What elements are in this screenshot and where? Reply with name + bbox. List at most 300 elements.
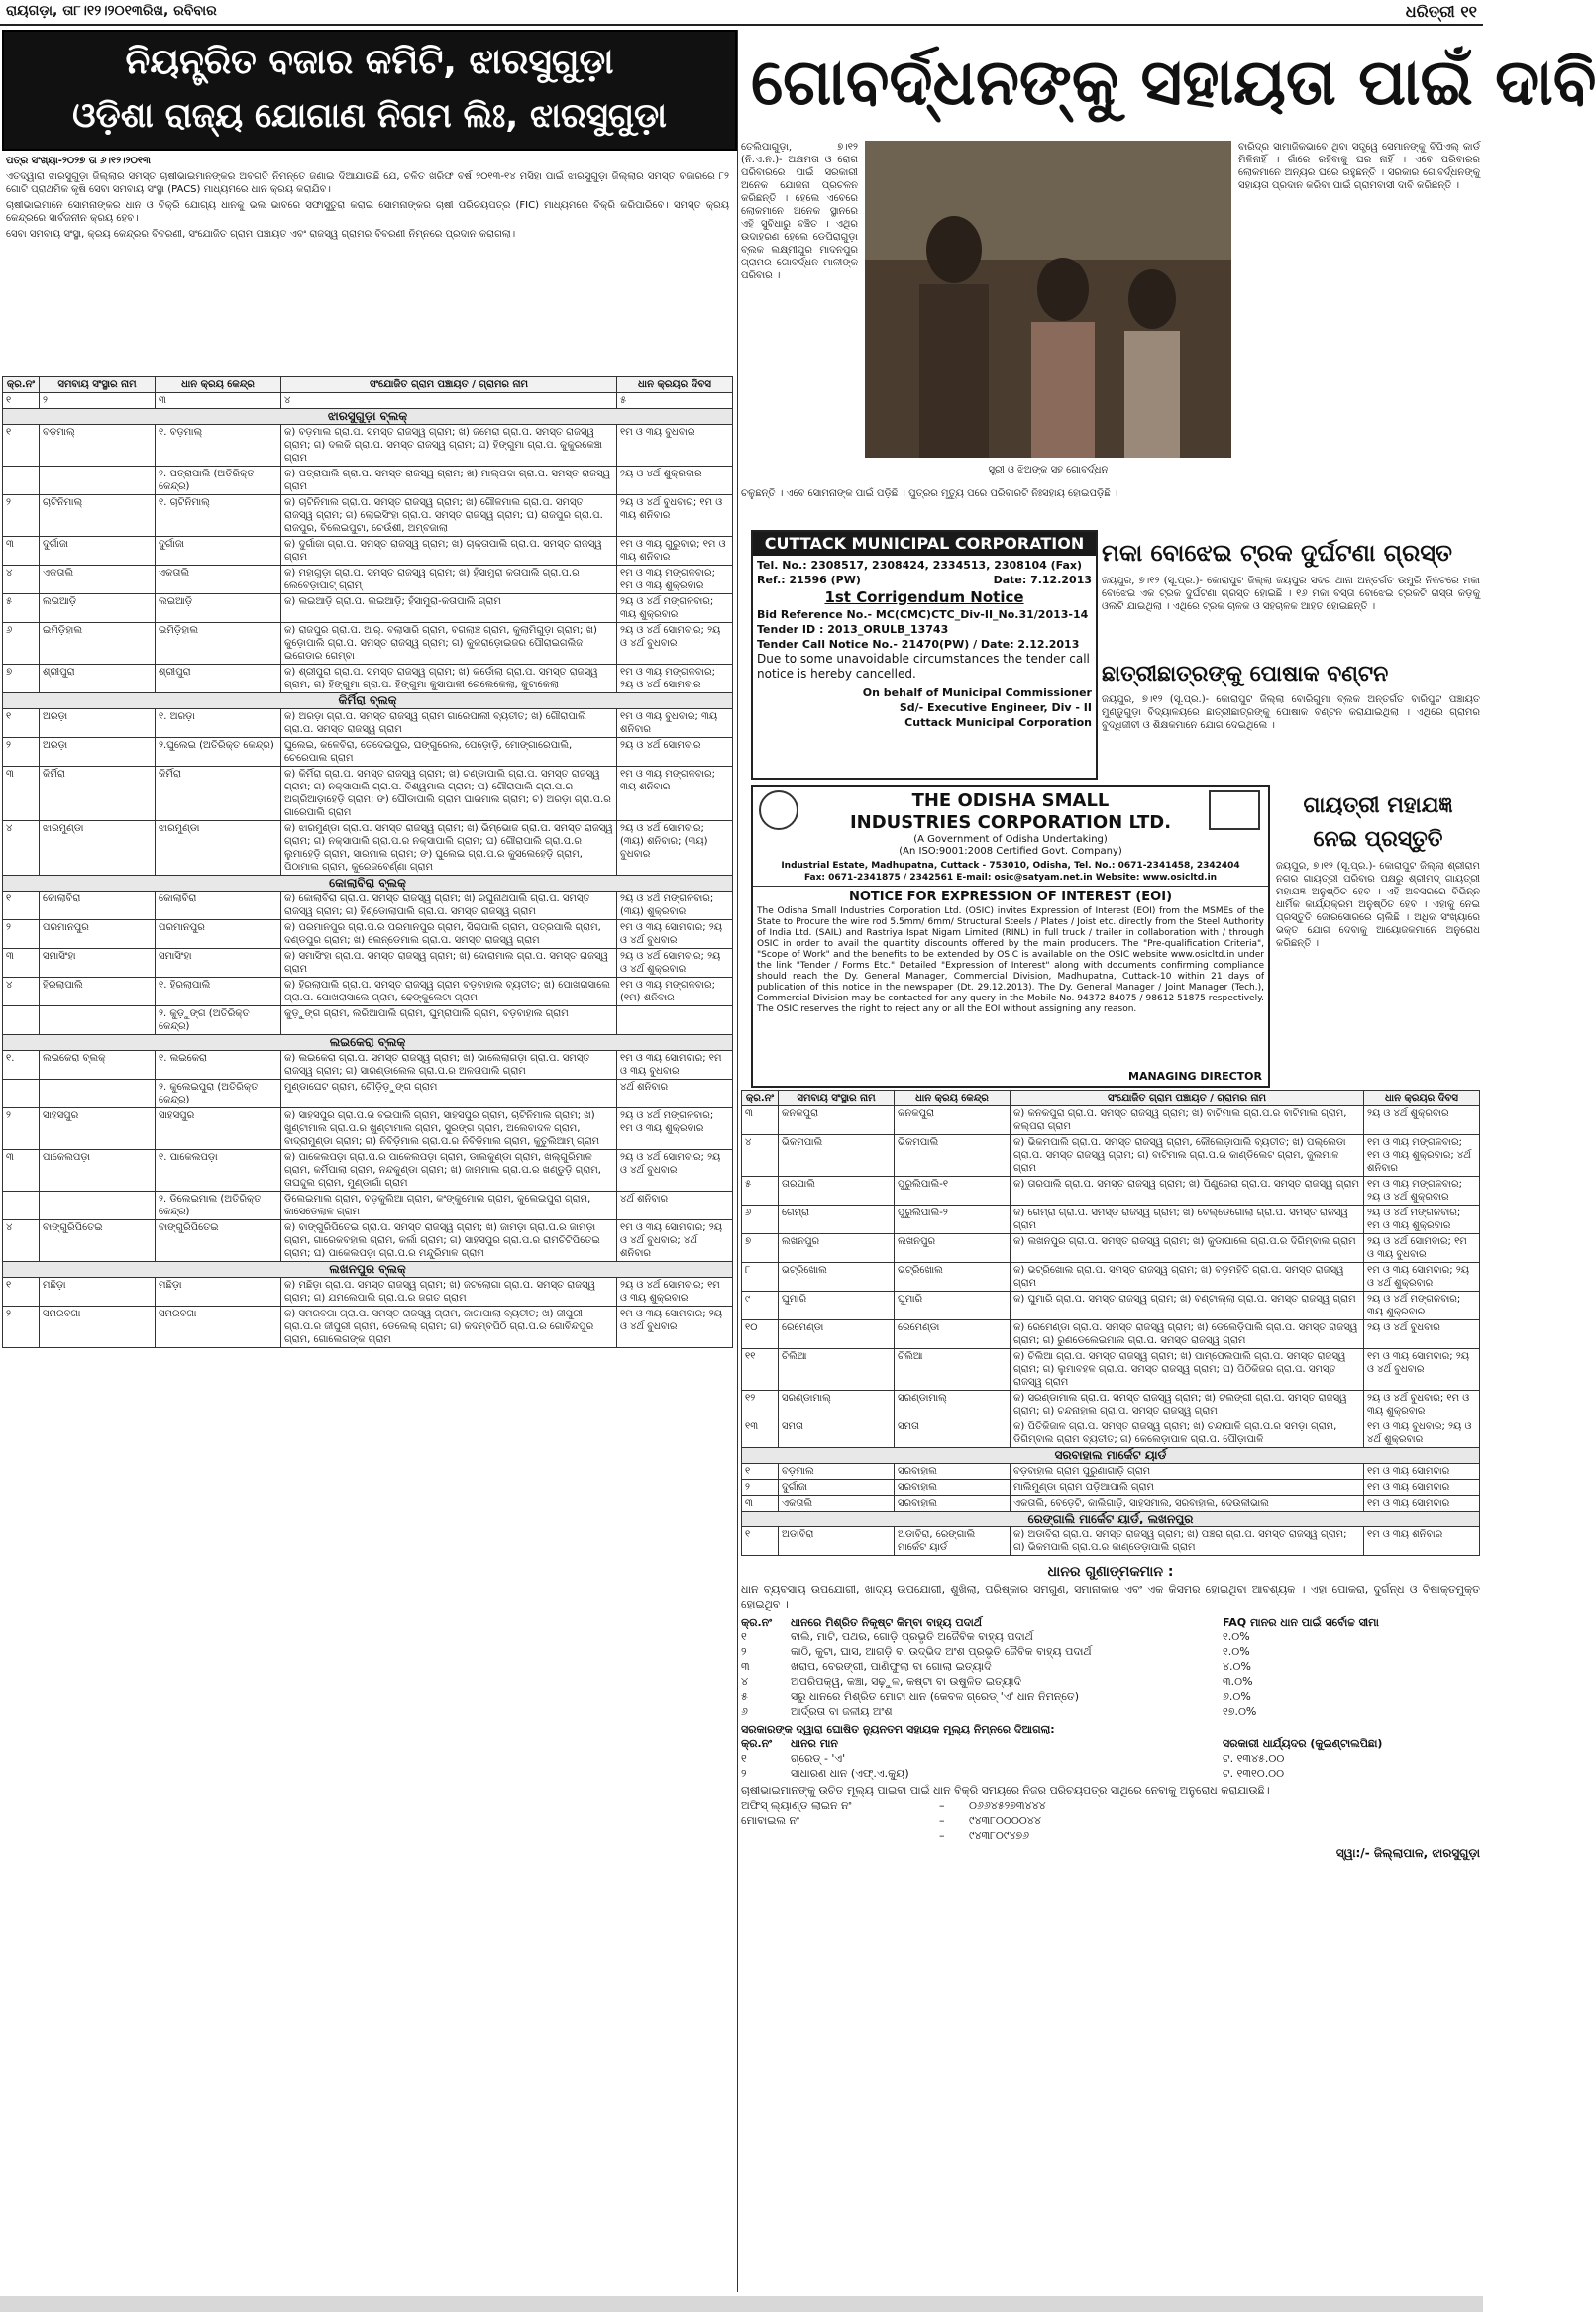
- cell-society: ସମତା: [779, 1419, 895, 1448]
- cell-days: ୧ମ ଓ ୩ୟ ବୁଧବାର: [617, 425, 733, 467]
- cell-serial: ୬: [742, 1206, 779, 1234]
- cell-center: ସମରବଗା: [156, 1307, 281, 1348]
- cell-society: ଦୁର୍ଗାଜା: [40, 537, 156, 566]
- cmc-heading: 1st Corrigendum Notice: [824, 588, 1024, 606]
- cell-days: ୨ୟ ଓ ୪ର୍ଥ ମଙ୍ଗଳବାର; ୩ୟ ଶୁକ୍ରବାର: [617, 594, 733, 623]
- table-row: [3, 1108, 733, 1150]
- quality-item: [741, 1659, 1480, 1674]
- price-col-header: [741, 1736, 1480, 1751]
- phone-row-2: ମୋବାଇଲ ନଂ – ୯୪୩୮୦୦୦୦୪୪: [741, 1814, 1041, 1827]
- cmc-title: CUTTACK MUNICIPAL CORPORATION: [753, 532, 1096, 556]
- price-item-rate: ଟ. ୧୩୪୫.୦୦: [1223, 1752, 1285, 1765]
- quality-item-limit: ୧୭.୦%: [1223, 1705, 1257, 1718]
- quality-col-no: କ୍ର.ନଂ: [741, 1616, 773, 1629]
- cell-villages: କ) ସରଣ୍ଡାମାଲ ଗ୍ରା.ପ. ସମସ୍ତ ରାଜସ୍ୱ ଗ୍ରାମ; ଖ) ଟଲଙ୍ଗୀ ଗ୍ରା.ପ. ସମସ୍ତ ରାଜସ୍ୱ ଗ୍ରାମ; ଗ) ଚନ୍ଦନାହାଲ ଗ୍ରା.ପ. ସମସ୍ତ ରାଜସ୍ୱ ଗ୍ରାମ: [1011, 1391, 1364, 1419]
- cell-villages: ବଡ଼ବାହାଲ ଗ୍ରାମ ପୁରୁଣାଗାଡ଼ି ଗ୍ରାମ: [1011, 1464, 1364, 1480]
- cell-society: ଲଖନପୁର: [779, 1234, 895, 1263]
- news-body-2: ଜୟପୁର, ୭।୧୨ (ସୂ.ପ୍ର.)- କୋରାପୁଟ ଜିଲ୍ଲା ଜୟପୁର ସଦର ଥାନା ଅନ୍ତର୍ଗତ ଉମୁରି ନିକଟରେ ମକା ବୋଝେଇ ଏକ ଟ୍ରକ ଦୁର୍ଘଟଣା ଗ୍ରସ୍ତ ହୋଇଛି । ୧୬ ମକା ବସ୍ତା ବୋଝେଇ ଟ୍ରକଟି ରାସ୍ତା କଡ଼କୁ ଓଲଟି ଯାଇଥିଲା । ଏଥିରେ ଟ୍ରକ ଚାଳକ ଓ ସହଚାଳକ ଆହତ ହୋଇଛନ୍ତି ।: [1102, 576, 1480, 612]
- cell-center: ୧. ଅରଡ଼ା: [156, 709, 281, 738]
- cell-center: ରେମେଣ୍ଡା: [895, 1320, 1011, 1349]
- cell-society: ଲଇଆଡ଼ି: [40, 594, 156, 623]
- cell-center: ସାହସପୁର: [156, 1108, 281, 1150]
- block-section-row: [742, 1512, 1480, 1527]
- block-name: କୋଲାବିରା ବ୍ଲକ୍: [3, 876, 733, 892]
- cell-villages: କ) ବଡ଼ମାଲ ଗ୍ରା.ପ. ସମସ୍ତ ରାଜସ୍ୱ ଗ୍ରାମ; ଖ) ଜମେରା ଗ୍ରା.ପ. ସମସ୍ତ ରାଜସ୍ୱ ଗ୍ରାମ; ଗ) ଦଲକି ଗ୍ରା.ପ. ସମସ୍ତ ରାଜସ୍ୱ ଗ୍ରାମ; ଘ) ହିଙ୍ଗୁମା ଗ୍ରା.ପ. କୁକୁରକେଞ୍ଚା ଗ୍ରାମ: [281, 425, 617, 467]
- block-section-row: [3, 876, 733, 892]
- cell-serial: ୫: [742, 1177, 779, 1206]
- cell-days: ୨ୟ ଓ ୪ର୍ଥ ସୋମବାର; ୨ୟ ଓ ୪ର୍ଥ ବୁଧବାର: [617, 1150, 733, 1192]
- cell-society: ରେମେଣ୍ଡା: [779, 1320, 895, 1349]
- cell-serial: ୪: [3, 821, 40, 876]
- quality-item: [741, 1644, 1480, 1659]
- cell-villages: କୁଡ଼ୁଙ୍ଗ ଗ୍ରାମ, ଲରିଆପାଲି ଗ୍ରାମ, ଘୁମ୍ରାପାଲି ଗ୍ରାମ, ବଡ଼ବାହାଲ ଗ୍ରାମ: [281, 1006, 617, 1035]
- quality-item: [741, 1689, 1480, 1704]
- phone-office: ୦୬୬୪୫୨୭୩୪୪୪: [969, 1799, 1046, 1812]
- cell-serial: [3, 467, 40, 495]
- cmc-sign3: Cuttack Municipal Corporation: [904, 716, 1092, 729]
- quality-item: [741, 1704, 1480, 1719]
- cell-villages: କ) ଦୁର୍ଗାଜା ଗ୍ରା.ପ. ସମସ୍ତ ରାଜସ୍ୱ ଗ୍ରାମ; ଖ) ଚାକ୍ତାପାଲି ଗ୍ରା.ପ. ସମସ୍ତ ରାଜସ୍ୱ ଗ୍ରାମ: [281, 537, 617, 566]
- quality-item: [741, 1674, 1480, 1689]
- quality-item-no: ୧: [741, 1630, 747, 1643]
- block-name: କିର୍ମିରା ବ୍ଲକ୍: [3, 693, 733, 709]
- cell-serial: ୪: [742, 1135, 779, 1177]
- cell-society: ଘୁମାରି: [779, 1292, 895, 1320]
- table-index-row: [3, 393, 733, 409]
- quality-section: [741, 1562, 1480, 1861]
- table-row: [742, 1464, 1480, 1480]
- cell-center: ଭଟ୍ରିଖୋଲ: [895, 1263, 1011, 1292]
- cmc-body: [753, 556, 1096, 732]
- cell-center: ସମତା: [895, 1419, 1011, 1448]
- cell-serial: ୩: [3, 537, 40, 566]
- cell-center: ୧. ଚାଟିନିମାଲ୍: [156, 495, 281, 537]
- cell-serial: ୫: [3, 594, 40, 623]
- cell-society: ଭିକମପାଲି: [779, 1135, 895, 1177]
- quality-list: [741, 1629, 1480, 1719]
- cell-villages: କ) ପାକେଲପଡ଼ା ଗ୍ରା.ପ.ର ପାକେଲପଡ଼ା ଗ୍ରାମ, ଡାଲକୁଣ୍ଡା ଗ୍ରାମ, ଖଲ୍ଗୁରିମାଳ ଗ୍ରାମ, କର୍ମିପାଲା ଗ୍ରାମ, ନନ୍ଦକୁଣ୍ଡା ଗ୍ରାମ; ଖ) ଜାମମାଲ ଗ୍ରା.ପ.ର ଖଣ୍ଡୁଡ଼ି ଗ୍ରାମ, ତାଘଦ୍ଦୁଲ ଗ୍ରାମ, ମୁଣ୍ଡାଗାଁ ଗ୍ରାମ: [281, 1150, 617, 1192]
- price-col-grade: ଧାନର ମାନ: [791, 1737, 839, 1750]
- cell-serial: ୧୧: [742, 1349, 779, 1391]
- cell-days: ୨ୟ ଓ ୪ର୍ଥ ସୋମବାର: [617, 738, 733, 767]
- osic-heading: NOTICE FOR EXPRESSION OF INTEREST (EOI): [848, 890, 1173, 904]
- price-item-no: ୨: [741, 1767, 747, 1780]
- cell-villages: କ) ସାହସପୁର ଗ୍ରା.ପ.ର ବଇପାଲି ଗ୍ରାମ, ସାହସପୁର ଗ୍ରାମ, ଚାଟିନିମାଲ ଗ୍ରାମ; ଖ) ଖୁଣ୍ଟାମାଲ ଗ୍ରା.ପ.ର ଖୁଣ୍ଟାମାଲ ଗ୍ରାମ, ସୁରଙ୍ଗ ଗ୍ରାମ, ଅଲେବାଦଳ ଗ୍ରାମ, ବାଦ୍ରାମୁଣ୍ଡା ଗ୍ରାମ; ଗ) ନିବିଡ଼ିମାଲ ଗ୍ରା.ପ.ର ନିବିଡ଼ିମାଲ ଗ୍ରାମ, କୁତୁଲିଆମ୍ ଗ୍ରାମ: [281, 1108, 617, 1150]
- cell-days: ୧ମ ଓ ୩ୟ ଶନିବାର: [1364, 1527, 1480, 1556]
- cell-society: ବଡ଼ମାଲ୍: [40, 425, 156, 467]
- col-society: ସମବାୟ ସଂସ୍ଥାର ନାମ: [779, 1091, 895, 1106]
- cell-center: ସରବାହାଲ: [895, 1496, 1011, 1512]
- index-cell: ୪: [281, 393, 617, 409]
- cell-days: ୧ମ ଓ ୩ୟ ସୋମବାର: [1364, 1480, 1480, 1496]
- phone-row-3: – ୯୪୩୮୦୯୪୭୬: [939, 1829, 1030, 1841]
- cell-society: [40, 467, 156, 495]
- news-body-4: ଜୟପୁର, ୭।୧୨ (ସୂ.ପ୍ର.)- କୋରାପୁଟ ଜିଲ୍ଲା ଶ୍ରୀରାମ ନଗର ଗାୟତ୍ରୀ ପରିବାର ପକ୍ଷରୁ ଶ୍ରୀମଦ୍ ଗାୟତ୍ରୀ ମହାଯଜ୍ଞ ଅନୁଷ୍ଠିତ ହେବ । ଏହି ଅବସରରେ ବିଭିନ୍ନ ଧାର୍ମିକ କାର୍ଯ୍ୟକ୍ରମ ଅନୁଷ୍ଠିତ ହେବ । ଏହାକୁ ନେଇ ପ୍ରସ୍ତୁତି ଜୋରସୋରରେ ଚାଲିଛି । ଅଧିକ ସଂଖ୍ୟାରେ ଭକ୍ତ ଯୋଗ ଦେବାକୁ ଆୟୋଜକମାନେ ଅନୁରୋଧ କରିଛନ୍ତି ।: [1276, 861, 1480, 949]
- table-row: [3, 467, 733, 495]
- cell-serial: ୮: [742, 1263, 779, 1292]
- notice-title-block: [2, 30, 737, 151]
- quality-item-no: ୩: [741, 1660, 750, 1673]
- cell-days: ୧ମ ଓ ୩ୟ ସୋମବାର; ୨ୟ ଓ ୪ର୍ଥ ବୁଧବାର: [1364, 1349, 1480, 1391]
- cell-center: ୧. ପାକେଲପଡ଼ା: [156, 1150, 281, 1192]
- phone-mobile-1: ୯୪୩୮୦୦୦୦୪୪: [969, 1814, 1041, 1827]
- cell-society: ଲଇକେରା ବ୍ଲକ୍: [40, 1051, 156, 1080]
- quality-item-no: ୫: [741, 1690, 748, 1703]
- cell-center: ପରମାନପୁର: [156, 920, 281, 949]
- cell-days: ୧ମ ଓ ୩ୟ ବୁଧବାର; ୩ୟ ଶନିବାର: [617, 709, 733, 738]
- cmc-tel: Tel. No.: 2308517, 2308424, 2334513, 2308104 (Fax): [757, 559, 1083, 572]
- cell-days: ୧ମ ଓ ୩ୟ ସୋମବାର: [1364, 1464, 1480, 1480]
- cell-villages: କ) କୋଲାବିରା ଗ୍ରା.ପ. ସମସ୍ତ ରାଜସ୍ୱ ଗ୍ରାମ; ଖ) ରଘୁନାଥପାଲି ଗ୍ରା.ପ. ସମସ୍ତ ରାଜସ୍ୱ ଗ୍ରାମ; ଗ) ହିଣ୍ଡୋଲାପାଲି ଗ୍ରା.ପ. ସମସ୍ତ ରାଜସ୍ୱ ଗ୍ରାମ: [281, 892, 617, 920]
- cell-villages: ମୁଣ୍ଡାଘେଟ ଗ୍ରାମ, ଗୌଡ଼ିଡ଼ୁଙ୍ଗ ଗ୍ରାମ: [281, 1080, 617, 1108]
- cell-serial: ୪: [3, 1220, 40, 1262]
- block-section-row: [3, 1262, 733, 1278]
- cmc-corrigendum-notice: [751, 530, 1098, 780]
- cell-villages: ମାଲିମୁଣ୍ଡା ଗ୍ରାମ ପଡ଼ିଆପାଲି ଗ୍ରାମ: [1011, 1480, 1364, 1496]
- cell-villages: ଡିଲେଇମାଲ ଗ୍ରାମ, ବଡ଼କୁଲିଆ ଗ୍ରାମ, କଂଙ୍କୁମୋଲ ଗ୍ରାମ, କୁଲେଇପୁରା ଗ୍ରାମ, କାସେଡେଲାଳ ଗ୍ରାମ: [281, 1192, 617, 1220]
- quality-intro: ଧାନ ବ୍ୟବସାୟ ଉପଯୋଗୀ, ଖାଦ୍ୟ ଉପଯୋଗୀ, ଶୁଖିଲା, ପରିଷ୍କାର ସମଗୁଣ, ସମାନାକାର ଏବଂ ଏକ କିସମର ହୋଇଥିବା ଆବଶ୍ୟକ । ଏହା ପୋକରା, ଦୁର୍ଗନ୍ଧ ଓ ବିଷାକ୍ତମୁକ୍ତ ହୋଇଥିବ ।: [741, 1583, 1480, 1611]
- cell-serial: ୧: [3, 1278, 40, 1307]
- table-row: [3, 1051, 733, 1080]
- osic-body: The Odisha Small Industries Corporation Ltd. (OSIC) invites Expression of Interest (EOI) from the MSMEs of the State to Procure the wire rod 5.5mm/ 6mm/ Structural Steels / Plates / Joist etc. directly from the Steel Authority of India Ltd. (SAIL) and Rastriya Ispat Nigam Limited (RINL) in full truck / trailer in collaboration with / through OSIC in order to avail the quantity discounts offered by the main producers. The "Pre-qualification Criteria", "Scope of Work" and the benefits to be extended by OSIC is available on the OSIC website www.osicltd.in under the link "Tender / Forms Etc." Detailed "Expression of Interest" along with documents confirming compliance should reach the Dy. General Manager, Commercial Division, Madhupatna, Cuttack-10 within 21 days of publication of this notice in the newspaper (Dt. 29.12.2013). The Dy. General Manager / Joint Manager (Tech.), Commercial Division may be contacted for any query in the Mobile No. 94372 84075 / 98612 51875 respectively. The OSIC reserves the right to reject any or all the EOI without assigning any reason.: [757, 906, 1264, 1014]
- cell-serial: ୨: [3, 495, 40, 537]
- table-row: [742, 1234, 1480, 1263]
- quality-item-limit: ୬.୦%: [1223, 1690, 1251, 1703]
- cell-center: ଅଡାବିରା, ରେଙ୍ଗାଲି ମାର୍କେଟ ୟାର୍ଡ: [895, 1527, 1011, 1556]
- quality-item-desc: ଆର୍ଦ୍ରତା ବା ଜଳୀୟ ଅଂଶ: [791, 1705, 893, 1718]
- block-section-row: [3, 1035, 733, 1051]
- col-center: ଧାନ କ୍ରୟ କେନ୍ଦ୍ର: [156, 377, 281, 393]
- page-number: ଧରିତ୍ରୀ ୧୧: [1405, 2, 1477, 21]
- cell-villages: କ) ଭିକମପାଲି ଗ୍ରା.ପ. ସମସ୍ତ ରାଜସ୍ୱ ଗ୍ରାମ, କୌଲେଡ଼ାପାଲି ବ୍ୟତୀତ; ଖ) ପଲ୍ଲେଡା ଗ୍ରା.ପ. ସମସ୍ତ ରାଜସ୍ୱ ଗ୍ରାମ; ଗ) ବାଟିମାଲ ଗ୍ରା.ପ.ର କାଣ୍ଡିଲେଟ ଗ୍ରାମ, ଜୁଲମାଳ ଗ୍ରାମ: [1011, 1135, 1364, 1177]
- table-row: [3, 594, 733, 623]
- cell-serial: [3, 1080, 40, 1108]
- cell-serial: ୨: [742, 1480, 779, 1496]
- cell-villages: କ) ଶ୍ରୀପୁରା ଗ୍ରା.ପ. ସମସ୍ତ ରାଜସ୍ୱ ଗ୍ରାମ; ଖ) କର୍ଡୋଲା ଗ୍ରା.ପ. ସମସ୍ତ ରାଜସ୍ୱ ଗ୍ରାମ; ଗ) ହିଙ୍ଗୁମା ଗ୍ରା.ପ. ହିଙ୍ଗୁମା କୁସାପାଳୀ ରେଲେକେଲା, କୁଟାକେଲା: [281, 665, 617, 693]
- cell-serial: ୧୨: [742, 1391, 779, 1419]
- quality-item-desc: ବାଲି, ମାଟି, ପଥର, ଗୋଡ଼ି ପ୍ରଭୃତି ଅଜୈବିକ ବାହ୍ୟ ପଦାର୍ଥ: [791, 1630, 1033, 1643]
- cell-villages: କ) ରାଜପୁର ଗ୍ରା.ପ. ଆର୍. ବଲାସାରି ଗ୍ରାମ, ବଗଲାଞ୍ଚ ଗ୍ରାମ, କୁଲାମିଗୁଡ଼ା ଗ୍ରାମ; ଖ) କୁଡ଼ୋପାଲି ଗ୍ରା.ପ. ସମସ୍ତ ରାଜସ୍ୱ ଗ୍ରାମ; ଗ) କୁକରାଡ଼ୋଇଜର ପୌରାଇଗଲିଜ ଇଗେଡାର ଗେମ୍ବା: [281, 623, 617, 665]
- cell-serial: ୧: [742, 1527, 779, 1556]
- cell-center: ଘୁମାରି: [895, 1292, 1011, 1320]
- cell-serial: ୧: [3, 709, 40, 738]
- table-row: [3, 1150, 733, 1192]
- photo-illustration: [865, 141, 1231, 458]
- table-row: [3, 537, 733, 566]
- cell-villages: କ) ବାଙ୍ଗୁରିପିତେଇ ଗ୍ରା.ପ. ସମସ୍ତ ରାଜସ୍ୱ ଗ୍ରାମ; ଖ) ଜାମଡ଼ା ଗ୍ରା.ପ.ର ଜାମଡ଼ା ଗ୍ରାମ, ଗାରେକବହାଲ ଗ୍ରାମ, କର୍ଲା ଗ୍ରାମ; ଗ) ସାହସପୁର ଗ୍ରା.ପ.ର ରାମଚିଟିପିତେଇ ଗ୍ରାମ; ଘ) ପାକେଲପଡ଼ା ଗ୍ରା.ପ.ର ମନ୍ଦୁରିମାଳ ଗ୍ରାମ: [281, 1220, 617, 1262]
- col-serial: କ୍ର.ନଂ: [3, 377, 40, 393]
- news-photo: [865, 141, 1231, 458]
- cell-villages: କ) ଗେମ୍ରା ଗ୍ରା.ପ. ସମସ୍ତ ରାଜସ୍ୱ ଗ୍ରାମ; ଖ) ବେଲ୍ଡେଗୋଲା ଗ୍ରା.ପ. ସମସ୍ତ ରାଜସ୍ୱ ଗ୍ରାମ: [1011, 1206, 1364, 1234]
- table-row: [742, 1480, 1480, 1496]
- cell-villages: କ) ପରମାନପୁର ଗ୍ରା.ପ.ର ପରମାନପୁର ଗ୍ରାମ, ସିରାପାଲି ଗ୍ରାମ, ପତ୍ରପାଲି ଗ୍ରାମ, ଦଣ୍ଡପୁର ଗ୍ରାମ; ଖ) ଲେନ୍ଡେମାଲ ଗ୍ରା.ପ. ସମସ୍ତ ରାଜସ୍ୱ ଗ୍ରାମ: [281, 920, 617, 949]
- phone-row-1: ଅଫିସ୍ ଲ୍ୟାଣ୍ଡ ଲାଇନ ନଂ – ୦୬୬୪୫୨୭୩୪୪୪: [741, 1799, 1046, 1812]
- table-row: [3, 1080, 733, 1108]
- price-item-rate: ଟ. ୧୩୧୦.୦୦: [1223, 1767, 1285, 1780]
- table-row: [742, 1106, 1480, 1135]
- cell-society: ଦୁର୍ଗାଜା: [779, 1480, 895, 1496]
- cell-serial: ୩: [3, 949, 40, 978]
- cmc-call: Tender Call Notice No.- 21470(PW) / Date: 2.12.2013: [757, 638, 1080, 651]
- cell-society: [40, 1006, 156, 1035]
- cell-center: ୧. ହିରଲାପାଲି: [156, 978, 281, 1006]
- cell-serial: ୬: [3, 623, 40, 665]
- cell-villages: କ) ମଛିଡ଼ା ଗ୍ରା.ପ. ସମସ୍ତ ରାଜସ୍ୱ ଗ୍ରାମ; ଖ) ଜଟଲୋଗା ଗ୍ରା.ପ. ସମସ୍ତ ରାଜସ୍ୱ ଗ୍ରାମ; ଗ) ଯମଲେପାଲି ଗ୍ରା.ପ.ର ଜଗତ ଗ୍ରାମ: [281, 1278, 617, 1307]
- table-row: [742, 1349, 1480, 1391]
- cell-center: ୨. କୁଡ଼ୁଙ୍ଗ (ଅତିରିକ୍ତ କେନ୍ଦ୍ର): [156, 1006, 281, 1035]
- quality-item-no: ୨: [741, 1645, 747, 1658]
- price-list: [741, 1751, 1480, 1781]
- cell-days: ୪ର୍ଥ ଶନିବାର: [617, 1080, 733, 1108]
- price-item: [741, 1766, 1480, 1781]
- quality-item: [741, 1629, 1480, 1644]
- cmc-ref-row: [757, 573, 1092, 587]
- cmc-sign1: On behalf of Municipal Commissioner: [862, 686, 1092, 699]
- cell-center: ପୁରୁଲିପାଲି-୨: [895, 1206, 1011, 1234]
- iso-seal-icon: [1209, 790, 1260, 830]
- cell-villages: କ) ଲଇକେରା ଗ୍ରା.ପ. ସମସ୍ତ ରାଜସ୍ୱ ଗ୍ରାମ; ଖ) ଭାଲେଲାଗଡ଼ା ଗ୍ରା.ପ. ସମସ୍ତ ରାଜସ୍ୱ ଗ୍ରାମ; ଗ) ସାରଣ୍ଡାଲେଲ ଗ୍ରା.ପ.ର ଅଳତାପାଲି ଗ୍ରାମ: [281, 1051, 617, 1080]
- cmc-date: Date: 7.12.2013: [993, 574, 1092, 586]
- osic-sub-1: (A Government of Odisha Undertaking): [913, 834, 1108, 845]
- cell-society: ଅରଡ଼ା: [40, 738, 156, 767]
- notice-para-2: ଚାଷୀଭାଇମାନେ ସୋମନାଙ୍କର ଧାନ ଓ ବିକ୍ରି ଯୋଗ୍ୟ ଧାନକୁ ଭଲ ଭାବରେ ସଫାସୁତୁରା କରାଇ ସୋମନାଙ୍କର ଚାଷୀ ପରିଚୟପତ୍ର (FIC) ମାଧ୍ୟମରେ ବିକ୍ରି କରିପାରିବେ। ସମସ୍ତ କ୍ରୟ କେନ୍ଦ୍ରରେ ସାର୍ବଜନୀନ କ୍ରୟ ହେବ।: [6, 200, 729, 224]
- cell-serial: ୨: [3, 738, 40, 767]
- cell-center: ଇମିଡ଼ିହାଲ: [156, 623, 281, 665]
- table-row: [3, 623, 733, 665]
- cell-serial: ୯: [742, 1292, 779, 1320]
- col-days: ଧାନ କ୍ରୟର ଦିବସ: [617, 377, 733, 393]
- cell-center: ପୁରୁଲିପାଲି-୧: [895, 1177, 1011, 1206]
- cell-center: ୧. ବଡ଼ମାଲ୍: [156, 425, 281, 467]
- news-headline-3: ଛାତ୍ରୀଛାତ୍ରଙ୍କୁ ପୋଷାକ ବଣ୍ଟନ: [1102, 661, 1389, 686]
- cell-days: ୨ୟ ଓ ୪ର୍ଥ ମଙ୍ଗଳବାର; ୧ମ ଓ ୩ୟ ଶୁକ୍ରବାର: [1364, 1206, 1480, 1234]
- quality-item-no: ୬: [741, 1705, 748, 1718]
- cell-center: ୨. ପତ୍ରାପାଲି (ଅତିରିକ୍ତ କେନ୍ଦ୍ର): [156, 467, 281, 495]
- cell-villages: କ) ଝାରମୁଣ୍ଡା ଗ୍ରା.ପ. ସମସ୍ତ ରାଜସ୍ୱ ଗ୍ରାମ; ଖ) ଭିମ୍ଭୋଜ ଗ୍ରା.ପ. ସମସ୍ତ ରାଜସ୍ୱ ଗ୍ରାମ; ଗ) ନକ୍ସାପାଲି ଗ୍ରା.ପ.ର ନକ୍ସାପାଲି ଗ୍ରାମ; ଘ) ଗୌରାପାଲି ଗ୍ରା.ପ.ର ଲୁମାହେଡ଼ି ଗ୍ରାମ, ସାରମାଲ ଗ୍ରାମ; ଙ) ଘୁଲେଇ ଗ୍ରା.ପ.ର କୁସଲେହେଡ଼ି ଗ୍ରାମ, ପିଠାମାଲ ଗ୍ରାମ, କୁରେଜବେର୍ଣ୍ଣା ଗ୍ରାମ: [281, 821, 617, 876]
- cell-center: ସରବାହାଲ: [895, 1480, 1011, 1496]
- cmc-bid: Bid Reference No.- MC(CMC)CTC_Div-II_No.31/2013-14: [757, 608, 1089, 621]
- col-villages: ସଂଯୋଜିତ ଗ୍ରାମ ପଞ୍ଚାୟତ / ଗ୍ରାମର ନାମ: [281, 377, 617, 393]
- news-headline-4b: ନେଇ ପ୍ରସ୍ତୁତି: [1313, 826, 1443, 852]
- quality-heading: ଧାନର ଗୁଣାତ୍ମକମାନ :: [1047, 1564, 1174, 1580]
- cell-center: କନକପୁରା: [895, 1106, 1011, 1135]
- cell-days: ୧ମ ଓ ୩ୟ ସୋମବାର; ୨ୟ ଓ ୪ର୍ଥ ବୁଧବାର: [617, 920, 733, 949]
- cell-serial: ୨: [3, 920, 40, 949]
- quality-col-limit: FAQ ମାନର ଧାନ ପାଇଁ ସର୍ବୋଚ୍ଚ ସୀମା: [1223, 1616, 1379, 1629]
- block-section-row: [742, 1448, 1480, 1464]
- price-heading: ସରକାରଙ୍କ ଦ୍ୱାରା ଘୋଷିତ ନ୍ୟୁନତମ ସହାୟକ ମୂଲ୍ୟ ନିମ୍ନରେ ଦିଆଗଲା:: [741, 1723, 1055, 1735]
- collector-sign: ସ୍ୱା:/- ଜିଲ୍ଲାପାଳ, ଝାରସୁଗୁଡ଼ା: [1335, 1846, 1480, 1860]
- cell-serial: ୧: [3, 892, 40, 920]
- cell-villages: କ) ରେମେଣ୍ଡା ଗ୍ରା.ପ. ସମସ୍ତ ରାଜସ୍ୱ ଗ୍ରାମ; ଖ) ଡେଲେଡ଼ିପାଲି ଗ୍ରା.ପ. ସମସ୍ତ ରାଜସ୍ୱ ଗ୍ରାମ; ଗ) ରୁଣଡେଲେଇମାଲ ଗ୍ରା.ପ. ସମସ୍ତ ରାଜସ୍ୱ ଗ୍ରାମ: [1011, 1320, 1364, 1349]
- col-center: ଧାନ କ୍ରୟ କେନ୍ଦ୍ର: [895, 1091, 1011, 1106]
- index-cell: ୩: [156, 393, 281, 409]
- cell-villages: କ) ଚିଲିଆ ଗ୍ରା.ପ. ସମସ୍ତ ରାଜସ୍ୱ ଗ୍ରାମ; ଖ) ପାମ୍ପେଲପାଲି ଗ୍ରା.ପ. ସମସ୍ତ ରାଜସ୍ୱ ଗ୍ରାମ; ଗ) ଲୁମାବହଳ ଗ୍ରା.ପ. ସମସ୍ତ ରାଜସ୍ୱ ଗ୍ରାମ; ଘ) ପିଠିକିଜର ଗ୍ରା.ପ. ସମସ୍ତ ରାଜସ୍ୱ ଗ୍ରାମ: [1011, 1349, 1364, 1391]
- cell-society: ଗେମ୍ରା: [779, 1206, 895, 1234]
- quality-item-limit: ୩.୦%: [1223, 1675, 1253, 1688]
- right-column: [741, 30, 1596, 2292]
- table-row: [3, 425, 733, 467]
- cell-serial: ୧: [742, 1464, 779, 1480]
- cell-days: ୨ୟ ଓ ୪ର୍ଥ ଶୁକ୍ରବାର: [617, 467, 733, 495]
- col-serial: କ୍ର.ନଂ: [742, 1091, 779, 1106]
- quality-item-limit: ୪.୦%: [1223, 1660, 1251, 1673]
- osic-logo-icon: [759, 790, 798, 830]
- table-row: [742, 1135, 1480, 1177]
- cell-days: ୧ମ ଓ ୩ୟ ସୋମବାର; ୨ୟ ଓ ୪ର୍ଥ ବୁଧବାର: [617, 1307, 733, 1348]
- left-column: [2, 30, 733, 2292]
- osic-title-2: INDUSTRIES CORPORATION LTD.: [849, 812, 1172, 833]
- cell-serial: ୧୩: [742, 1419, 779, 1448]
- price-item: [741, 1751, 1480, 1766]
- price-item-grade: ଗ୍ରେଡ୍ - 'ଏ': [791, 1752, 846, 1765]
- cmc-text: Due to some unavoidable circumstances the tender call notice is hereby cancelled.: [757, 652, 1090, 681]
- block-name: ରେଙ୍ଗାଲି ମାର୍କେଟ ୟାର୍ଡ, ଲଖନପୁର: [742, 1512, 1480, 1527]
- cell-serial: ୧: [3, 425, 40, 467]
- table-header-row: [742, 1091, 1480, 1106]
- table-row: [742, 1206, 1480, 1234]
- cell-serial: ୩: [3, 767, 40, 821]
- cell-days: ୧ମ ଓ ୩ୟ ସୋମବାର; ୨ୟ ଓ ୪ର୍ଥ ଶୁକ୍ରବାର: [1364, 1263, 1480, 1292]
- table-row: [742, 1391, 1480, 1419]
- table-row: [3, 1220, 733, 1262]
- osic-fax: Fax: 0671-2341875 / 2342561 E-mail: osic@satyam.net.in Website: www.osicltd.in: [753, 872, 1268, 887]
- cell-society: ପାକେଲପଡ଼ା: [40, 1150, 156, 1192]
- table-row: [742, 1527, 1480, 1556]
- cell-center: କୋଲାବିରା: [156, 892, 281, 920]
- cell-serial: ୨: [3, 1108, 40, 1150]
- table-row: [3, 566, 733, 594]
- cell-center: ୨.ଘୁଲେଇ (ଅତିରିକ୍ତ କେନ୍ଦ୍ର): [156, 738, 281, 767]
- quality-note: ଚାଷୀଭାଇମାନଙ୍କୁ ଉଚିତ ମୂଲ୍ୟ ପାଇବା ପାଇଁ ଧାନ ବିକ୍ରି ସମୟରେ ନିଜର ପରିଚୟପତ୍ର ସାଥିରେ ନେବାକୁ ଅନୁରୋଧ କରାଯାଉଛି।: [741, 1784, 1270, 1797]
- cell-society: ଅରଡ଼ା: [40, 709, 156, 738]
- news-body-3: ଜୟପୁର, ୭।୧୨ (ସୂ.ପ୍ର.)- କୋରାପୁଟ ଜିଲ୍ଲା ବୋରିଗୁମା ବ୍ଲକ ଅନ୍ତର୍ଗତ ବାରିପୁଟ ପଞ୍ଚାୟତ ମୁଣ୍ଡୁଗୁଡ଼ା ବିଦ୍ୟାଳୟରେ ଛାତ୍ରୀଛାତ୍ରଙ୍କୁ ପୋଷାକ ବଣ୍ଟନ କରାଯାଇଥିଲା । ଏଥିରେ ଗ୍ରାମର ବୁଦ୍ଧିଜୀବୀ ଓ ଶିକ୍ଷକମାନେ ଯୋଗ ଦେଇଥିଲେ ।: [1102, 694, 1480, 731]
- cell-days: ୧ମ ଓ ୩ୟ ସୋମବାର; ୧ମ ଓ ୩ୟ ବୁଧବାର: [617, 1051, 733, 1080]
- cell-villages: କ) ସମରବଗା ଗ୍ରା.ପ. ସମସ୍ତ ରାଜସ୍ୱ ଗ୍ରାମ, ଜାଗାପାଲା ବ୍ୟତୀତ; ଖ) ଜୀପୁରୀ ଗ୍ରା.ପ.ର ଜୀପୁରୀ ଗ୍ରାମ, ଡେଲେଲ୍ ଗ୍ରାମ; ଗ) କଦମ୍ବପିଠି ଗ୍ରା.ପ.ର ଗୋବିନ୍ଦପୁର ଗ୍ରାମ, ଗୋଲେଗଙ୍କ ଗ୍ରାମ: [281, 1307, 617, 1348]
- notice-intro: [6, 155, 729, 372]
- price-item-no: ୧: [741, 1752, 747, 1765]
- cell-society: କନକପୁରା: [779, 1106, 895, 1135]
- cell-society: ଝାରମୁଣ୍ଡା: [40, 821, 156, 876]
- quality-item-limit: ୧.୦%: [1223, 1645, 1250, 1658]
- cell-society: ସରଣ୍ଡାମାଲ୍: [779, 1391, 895, 1419]
- notice-title-1: ନିୟନ୍ତ୍ରିତ ବଜାର କମିଟି, ଝାରସୁଗୁଡ଼ା: [125, 42, 614, 82]
- cell-society: ତାରପାଲି: [779, 1177, 895, 1206]
- quality-item-limit: ୧.୦%: [1223, 1630, 1250, 1643]
- table-row: [3, 738, 733, 767]
- cell-society: ବଡ଼ମାଲ: [779, 1464, 895, 1480]
- cell-days: ୧ମ ଓ ୩ୟ ମଙ୍ଗଳବାର; ୨ୟ ଓ ୪ର୍ଥ ସୋମବାର: [617, 665, 733, 693]
- cell-society: ଏକତାଲି: [40, 566, 156, 594]
- cell-center: ୨. କୁଲେଇପୁରା (ଅତିରିକ୍ତ କେନ୍ଦ୍ର): [156, 1080, 281, 1108]
- cell-center: ୧. ଲଇକେରା: [156, 1051, 281, 1080]
- cell-villages: କ) ଅରଡ଼ା ଗ୍ରା.ପ. ସମସ୍ତ ରାଜସ୍ୱ ଗ୍ରାମ ଗାରେପାଲୀ ବ୍ୟତୀତ; ଖ) ଗୌରାପାଲି ଗ୍ରା.ପ. ସମସ୍ତ ରାଜସ୍ୱ ଗ୍ରାମ: [281, 709, 617, 738]
- cell-society: ସମରବଗା: [40, 1307, 156, 1348]
- cell-days: [617, 1006, 733, 1035]
- table-row: [3, 821, 733, 876]
- cell-society: ଶ୍ରୀପୁରା: [40, 665, 156, 693]
- cmc-tender: Tender ID : 2013_ORULB_13743: [757, 623, 949, 636]
- phone-mobile-2: ୯୪୩୮୦୯୪୭୬: [969, 1829, 1030, 1841]
- cell-days: ୧ମ ଓ ୩ୟ ମଙ୍ଗଳବାର; (୧ମ) ଶନିବାର: [617, 978, 733, 1006]
- cell-center: କିର୍ମିରା: [156, 767, 281, 821]
- cell-serial: ୩: [742, 1496, 779, 1512]
- table-row: [3, 1192, 733, 1220]
- cell-serial: ୪: [3, 566, 40, 594]
- cell-days: ୨ୟ ଓ ୪ର୍ଥ ମଙ୍ଗଳବାର; ୧ମ ଓ ୩ୟ ଶୁକ୍ରବାର: [617, 1108, 733, 1150]
- cell-villages: କ) ହିରଲାପାଲି ଗ୍ରା.ପ. ସମସ୍ତ ରାଜସ୍ୱ ଗ୍ରାମ ବଡ଼ବାହାଲ ବ୍ୟତୀତ; ଖ) ପୋଖରାସାଲେ ଗ୍ରା.ପ. ପୋଖରାସାଲେ ଗ୍ରାମ, ଢେଙ୍କୁଲେଟା ଗ୍ରାମ: [281, 978, 617, 1006]
- notice-ref: ପତ୍ର ସଂଖ୍ୟା-୨୦୨୭ ତା ୬।୧୨।୨୦୧୩: [6, 156, 151, 166]
- cell-days: ୨ୟ ଓ ୪ର୍ଥ ଶୁକ୍ରବାର: [1364, 1106, 1480, 1135]
- cell-center: ବାଙ୍ଗୁରିପିତେଇ: [156, 1220, 281, 1262]
- table-row: [742, 1320, 1480, 1349]
- table-row: [742, 1419, 1480, 1448]
- cell-serial: ୪: [3, 978, 40, 1006]
- cell-villages: କ) ଲଖନପୁର ଗ୍ରା.ପ. ସମସ୍ତ ରାଜସ୍ୱ ଗ୍ରାମ; ଖ) କୁଡାପାଲେ ଗ୍ରା.ପ.ର ଦିଗିମ୍ବାଲ ଗ୍ରାମ: [1011, 1234, 1364, 1263]
- cell-villages: କ) ଭଟ୍ରିଖୋଲ ଗ୍ରା.ପ. ସମସ୍ତ ରାଜସ୍ୱ ଗ୍ରାମ; ଖ) ବଡ଼ମହିତି ଗ୍ରା.ପ. ସମସ୍ତ ରାଜସ୍ୱ ଗ୍ରାମ: [1011, 1263, 1364, 1292]
- cell-days: ୨ୟ ଓ ୪ର୍ଥ ସୋମବାର; (୩ୟ) ଶନିବାର; (୩ୟ) ବୁଧବାର: [617, 821, 733, 876]
- block-name: ଲଖନପୁର ବ୍ଲକ୍: [3, 1262, 733, 1278]
- page-footer-bar: [0, 2296, 1483, 2312]
- table-row: [742, 1496, 1480, 1512]
- cell-days: ୪ର୍ଥ ଶନିବାର: [617, 1192, 733, 1220]
- cell-society: ସାହସପୁର: [40, 1108, 156, 1150]
- cell-society: ଏକତାଲି: [779, 1496, 895, 1512]
- quality-item-desc: ଅପରିପକ୍ୱ, କଞ୍ଚା, ସଢ଼ୁଳ, କଷ୍ଟା ବା ଉଷୁଳିତ ଇତ୍ୟାଦି: [791, 1675, 1022, 1688]
- cell-villages: କ) ଅଡାବିରା ଗ୍ରା.ପ. ସମସ୍ତ ରାଜସ୍ୱ ଗ୍ରାମ; ଖ) ପଞ୍ଚରା ଗ୍ରା.ପ. ସମସ୍ତ ରାଜସ୍ୱ ଗ୍ରାମ; ଗ) ଭିକମପାଲି ଗ୍ରା.ପ.ର କାଣ୍ଡେଡ଼ାପାଲି ଗ୍ରାମ: [1011, 1527, 1364, 1556]
- cell-days: ୨ୟ ଓ ୪ର୍ଥ ବୁଧବାର; ୧ମ ଓ ୩ୟ ଶୁକ୍ରବାର: [1364, 1391, 1480, 1419]
- cell-villages: ଘୁଲେଇ, କଳେବିରା, ତେଦେଇପୁର, ଘଙ୍ଗୁରେଲ, ପେଡ଼ୋଡ଼ି, ମୋଙ୍ଗାରେପାଲି, ଚେରେପାଲ ଗ୍ରାମ: [281, 738, 617, 767]
- cell-center: ଏକତାଲି: [156, 566, 281, 594]
- news-body-bottom: ଚଳୁଛନ୍ତି । ଏବେ ସୋମନାଙ୍କ ପାଇଁ ପଡ଼ିଛି । ପୁତ୍ରର ମୃତ୍ୟୁ ପରେ ପରିବାରଟି ନିଃସହାୟ ହୋଇପଡ଼ିଛି ।: [741, 488, 1118, 499]
- cell-villages: କ) ମହାଗୁଡ଼ା ଗ୍ରା.ପ. ସମସ୍ତ ରାଜସ୍ୱ ଗ୍ରାମ; ଖ) ହଁସାମୁରା କତାପାଲି ଗ୍ରା.ପ.ର ଲେବେଡ଼ାପାଟ୍ ଗ୍ରାମ୍: [281, 566, 617, 594]
- cell-society: କିର୍ମିରା: [40, 767, 156, 821]
- quality-col-desc: ଧାନରେ ମିଶ୍ରିତ ନିକୃଷ୍ଟ କିମ୍ବା ବାହ୍ୟ ପଦାର୍ଥ: [791, 1616, 982, 1629]
- osic-sign: MANAGING DIRECTOR: [1128, 1070, 1262, 1083]
- cell-center: ଶ୍ରୀପୁରା: [156, 665, 281, 693]
- cell-days: ୧ମ ଓ ୩ୟ ଗୁରୁବାର; ୧ମ ଓ ୩ୟ ଶନିବାର: [617, 537, 733, 566]
- cell-days: ୧ମ ଓ ୩ୟ ବୁଧବାର; ୨ୟ ଓ ୪ର୍ଥ ଶୁକ୍ରବାର: [1364, 1419, 1480, 1448]
- price-item-grade: ସାଧାରଣ ଧାନ (ଏଫ୍.ଏ.କ୍ୟୁ): [791, 1767, 909, 1780]
- cell-society: ବାଙ୍ଗୁରିପିତେଇ: [40, 1220, 156, 1262]
- cell-villages: କ) ଚାଟିନିମାଲ ଗ୍ରା.ପ. ସମସ୍ତ ରାଜସ୍ୱ ଗ୍ରାମ; ଖ) ଗୌଳମାଲ ଗ୍ରା.ପ. ସମସ୍ତ ରାଜସ୍ୱ ଗ୍ରାମ; ଗ) ଲୋଇସିଂହା ଗ୍ରା.ପ. ସମସ୍ତ ରାଜସ୍ୱ ଗ୍ରାମ; ଘ) ରାଜପୁର ଗ୍ରା.ପ. ରାଜପୁର, ବିଲେଇପୁଟା, ଚେଉଁଶୀ, ଅମ୍ବଜାଲା: [281, 495, 617, 537]
- table-row: [3, 495, 733, 537]
- col-society: ସମବାୟ ସଂସ୍ଥାର ନାମ: [40, 377, 156, 393]
- cell-society: ଚିଲିଆ: [779, 1349, 895, 1391]
- cell-days: ୨ୟ ଓ ୪ର୍ଥ ସୋମବାର; ୨ୟ ଓ ୪ର୍ଥ ଶୁକ୍ରବାର: [617, 949, 733, 978]
- column-divider: [737, 30, 738, 2292]
- cell-society: ହିରଲାପାଲି: [40, 978, 156, 1006]
- table-header-row: [3, 377, 733, 393]
- cell-center: ଲଖନପୁର: [895, 1234, 1011, 1263]
- table-row: [3, 949, 733, 978]
- cell-days: ୧ମ ଓ ୩ୟ ମଙ୍ଗଳବାର; ୧ମ ଓ ୩ୟ ଶୁକ୍ରବାର; ୪ର୍ଥ ଶନିବାର: [1364, 1135, 1480, 1177]
- cell-society: ଅଡାବିରା: [779, 1527, 895, 1556]
- cell-days: ୧ମ ଓ ୩ୟ ମଙ୍ଗଳବାର; ୩ୟ ଶନିବାର: [617, 767, 733, 821]
- cell-center: ଝାରମୁଣ୍ଡା: [156, 821, 281, 876]
- quality-item-no: ୪: [741, 1675, 749, 1688]
- cell-days: ୨ୟ ଓ ୪ର୍ଥ ସୋମବାର; ୧ମ ଓ ୩ୟ ଶୁକ୍ରବାର: [617, 1278, 733, 1307]
- cell-society: ଇମିଡ଼ିହାଲ: [40, 623, 156, 665]
- osic-sub-2: (An ISO:9001:2008 Certified Govt. Company): [899, 846, 1122, 857]
- table-row: [742, 1177, 1480, 1206]
- cell-center: ଲଇଆଡ଼ି: [156, 594, 281, 623]
- cell-center: ସମାସିଂହା: [156, 949, 281, 978]
- cell-days: ୨ୟ ଓ ୪ର୍ଥ ମଙ୍ଗଳବାର; (୩ୟ) ଶୁକ୍ରବାର: [617, 892, 733, 920]
- cell-serial: [3, 1192, 40, 1220]
- phone-label-mobile: ମୋବାଇଲ ନଂ: [741, 1814, 799, 1827]
- table-row: [3, 1307, 733, 1348]
